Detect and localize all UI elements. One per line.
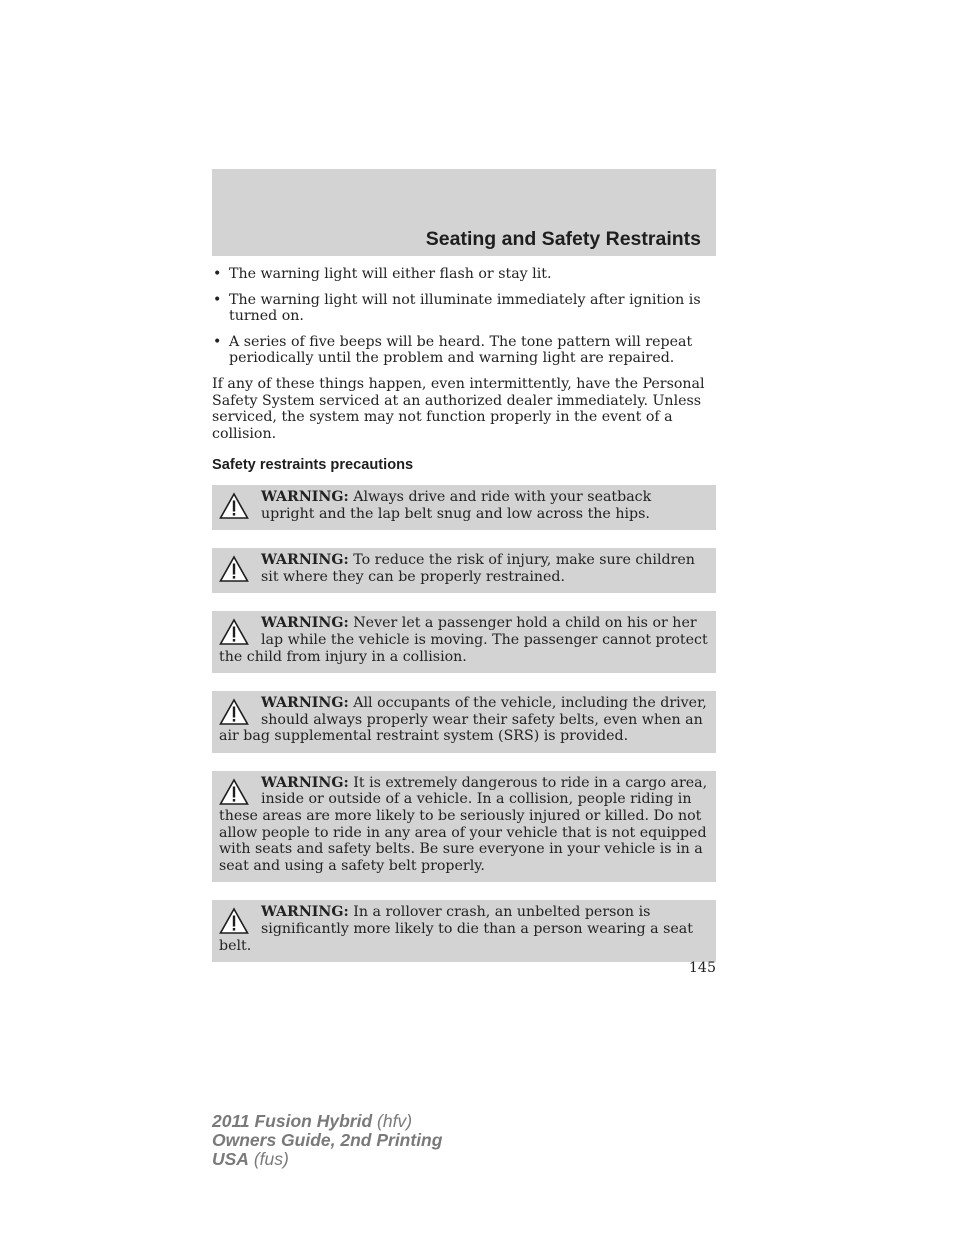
- section-title: Seating and Safety Restraints: [425, 228, 701, 250]
- warning-box: [212, 611, 716, 673]
- footer-line-guide: Owners Guide, 2nd Printing: [212, 1130, 443, 1150]
- bullet-icon: •: [213, 266, 222, 282]
- bullet-list: [212, 266, 716, 367]
- bullet-icon: •: [213, 291, 222, 308]
- warning-text: Always drive and ride with your seatback upright and the lap belt snug and low across the hips.: [261, 488, 652, 522]
- warning-triangle-icon: [219, 618, 249, 646]
- list-item: • A series of five beeps will be heard. The tone pattern will repeat periodically until the problem and warning light are repaired.: [213, 333, 693, 367]
- warning-box: [212, 485, 716, 530]
- bullet-icon: •: [213, 333, 222, 350]
- warning-box: [212, 900, 716, 962]
- warning-box: [212, 771, 716, 883]
- section-header-band: [212, 169, 716, 256]
- warning-triangle-icon: [219, 555, 249, 583]
- body-paragraph: If any of these things happen, even intermittently, have the Personal Safety System serviced at an authorized dealer immediately. Unless serviced, the system may not function properly in the event of a collision.: [212, 375, 705, 442]
- warning-label: WARNING:: [261, 695, 349, 712]
- list-item: • The warning light will not illuminate immediately after ignition is turned on.: [213, 291, 701, 325]
- warning-text: In a rollover crash, an unbelted person is significantly more likely to die than a person wearing a seat belt.: [219, 904, 693, 954]
- warning-text: All occupants of the vehicle, including the driver, should always properly wear their safety belts, even when an air bag supplemental restraint system (SRS) is provided.: [219, 695, 707, 745]
- warning-text: Never let a passenger hold a child on his or her lap while the vehicle is moving. The passenger cannot protect the child from injury in a collision.: [219, 615, 708, 665]
- warning-triangle-icon: [219, 778, 249, 806]
- warning-label: WARNING:: [261, 774, 349, 791]
- warning-triangle-icon: [219, 492, 249, 520]
- document-footer: [212, 1112, 442, 1169]
- footer-line-region: USA (fus): [212, 1149, 289, 1169]
- subheading: Safety restraints precautions: [212, 457, 414, 474]
- page-content: [212, 266, 716, 980]
- warning-triangle-icon: [219, 698, 249, 726]
- warning-label: WARNING:: [261, 615, 349, 632]
- warning-label: WARNING:: [261, 488, 349, 505]
- warning-box: [212, 691, 716, 753]
- warning-triangle-icon: [219, 907, 249, 935]
- warning-label: WARNING:: [261, 552, 349, 569]
- warning-text: It is extremely dangerous to ride in a cargo area, inside or outside of a vehicle. In a collision, people riding in these areas are more likely to be seriously injured or killed. Do not allow people to ride in any area of your vehicle that is not equipped with seats and safety belts. Be sure everyone in your vehicle is in a seat and using a safety belt properly.: [219, 774, 708, 874]
- footer-line-model: 2011 Fusion Hybrid (hfv): [212, 1111, 413, 1131]
- list-item: • The warning light will either flash or stay lit.: [213, 266, 552, 282]
- warning-box: [212, 548, 716, 593]
- warning-label: WARNING:: [261, 904, 349, 921]
- warning-text: To reduce the risk of injury, make sure children sit where they can be properly restrained.: [261, 552, 695, 585]
- page-number: 145: [688, 960, 716, 976]
